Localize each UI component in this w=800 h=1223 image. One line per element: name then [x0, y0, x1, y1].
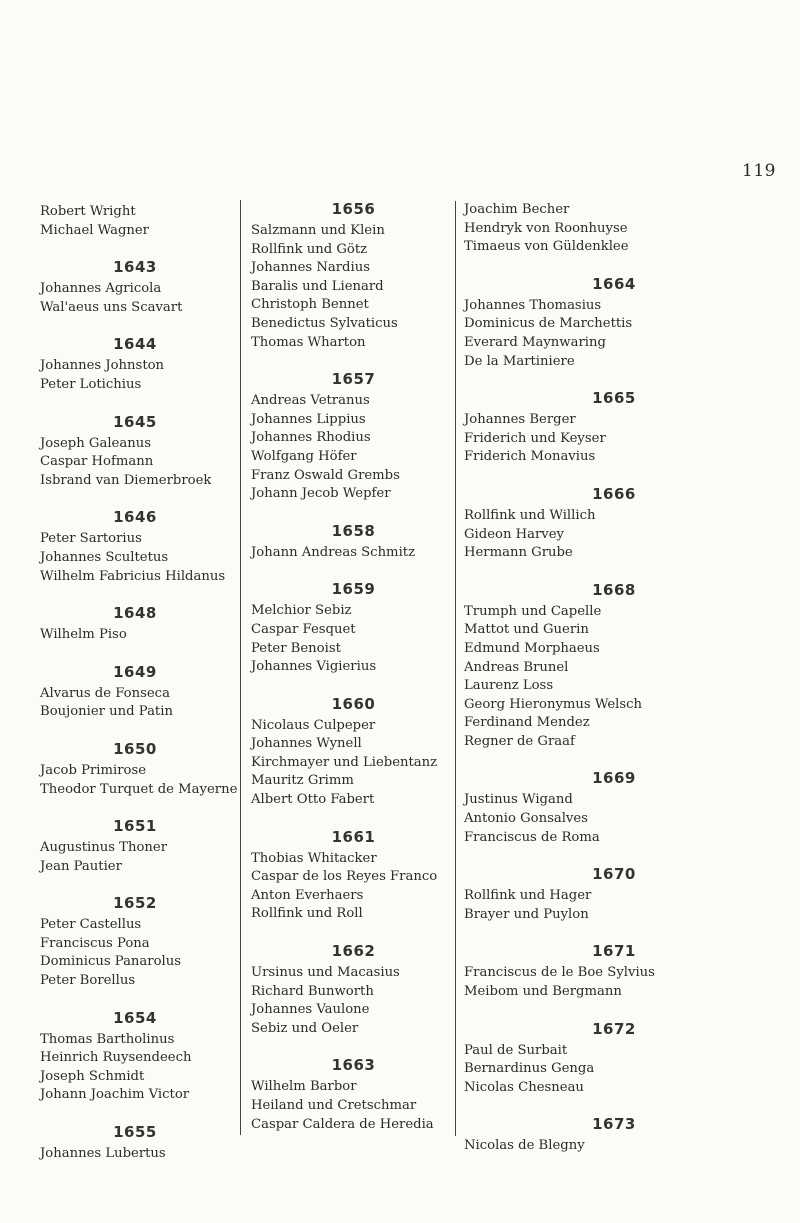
group-spacer [464, 563, 764, 581]
author-name: Timaeus von Güldenklee [464, 239, 629, 255]
year-heading: 1666 [592, 484, 636, 503]
group-spacer [40, 240, 230, 258]
year-heading: 1643 [113, 258, 157, 277]
author-name: Johann Andreas Schmitz [251, 544, 416, 560]
year-group [40, 817, 230, 876]
author-name: Friderich und Keyser [464, 430, 606, 446]
year-group [251, 580, 456, 676]
group-spacer [464, 847, 764, 865]
year-heading: 1669 [592, 769, 636, 788]
author-name: Dominicus de Marchettis [464, 316, 633, 332]
author-name: Caspar de los Reyes Franco [251, 869, 438, 885]
year-heading: 1655 [113, 1123, 157, 1142]
author-name: Meibom und Bergmann [464, 984, 622, 1000]
author-name: Gideon Harvey [464, 526, 564, 542]
author-name: Johann Jecob Wepfer [251, 486, 391, 502]
author-name: Nicolas de Blegny [464, 1138, 585, 1154]
group-spacer [464, 467, 764, 485]
column-3 [455, 201, 764, 1154]
year-group [40, 258, 230, 317]
year-heading: 1651 [113, 817, 157, 836]
author-name: Thobias Whitacker [251, 850, 377, 866]
group-spacer [464, 751, 764, 769]
author-name: Dominicus Panarolus [40, 954, 182, 970]
author-name: Everard Maynwaring [464, 334, 606, 350]
author-name: Johannes Nardius [251, 260, 370, 276]
year-group [251, 695, 456, 810]
year-group [40, 604, 230, 645]
author-name: Johannes Johnston [40, 358, 165, 374]
group-spacer [40, 317, 230, 335]
year-group [251, 1056, 456, 1134]
author-name: Joseph Schmidt [40, 1068, 145, 1084]
year-group [251, 522, 456, 563]
year-heading: 1662 [331, 942, 376, 961]
author-name: Wilhelm Barbor [251, 1079, 357, 1095]
author-name: Rollfink und Götz [251, 241, 368, 257]
author-name: Heinrich Ruysendeech [40, 1050, 192, 1066]
author-name: Joachim Becher [464, 202, 570, 217]
year-group [40, 1009, 230, 1105]
author-name: Peter Benoist [251, 640, 341, 656]
author-name: Rollfink und Hager [464, 888, 592, 904]
year-group [251, 370, 456, 504]
author-name: Johannes Scultetus [40, 549, 169, 565]
group-spacer [40, 395, 230, 413]
author-name: Ferdinand Mendez [464, 715, 590, 731]
group-spacer [40, 645, 230, 663]
year-heading: 1658 [331, 521, 376, 540]
author-name: Andreas Brunel [464, 659, 569, 675]
year-group [40, 894, 230, 990]
author-name: Justinus Wigand [464, 792, 573, 808]
year-group [40, 413, 230, 491]
author-name: Christoph Bennet [251, 297, 369, 313]
author-name: Franciscus de le Boe Sylvius [464, 965, 655, 981]
author-name: Trumph und Capelle [464, 603, 602, 619]
author-name: Ursinus und Macasius [251, 965, 400, 981]
author-name: Sebiz und Oeler [251, 1020, 359, 1036]
year-heading: 1648 [113, 604, 157, 623]
author-name: Bernardinus Genga [464, 1061, 595, 1077]
year-heading: 1663 [331, 1056, 376, 1075]
group-spacer [251, 504, 456, 522]
year-group [40, 739, 238, 799]
author-name: Johannes Berger [464, 412, 576, 428]
author-name: Baralis und Lienard [251, 278, 384, 294]
author-name: Augustinus Thoner [40, 840, 168, 856]
year-heading: 1654 [113, 1008, 157, 1027]
author-name: Melchior Sebiz [251, 603, 352, 619]
group-spacer [40, 722, 230, 740]
author-name: Hendryk von Roonhuyse [464, 220, 628, 236]
year-group [464, 275, 764, 371]
year-group [464, 201, 764, 257]
author-name: Johannes Lippius [251, 411, 366, 427]
year-heading: 1656 [331, 200, 376, 218]
group-spacer [40, 991, 230, 1009]
group-spacer [40, 1105, 230, 1123]
group-spacer [464, 924, 764, 942]
author-name: Antonio Gonsalves [464, 811, 588, 827]
author-name: Andreas Vetranus [251, 393, 370, 409]
author-name: Joseph Galeanus [40, 435, 151, 451]
author-name: Richard Bunworth [251, 983, 374, 999]
author-name: Wilhelm Fabricius Hildanus [40, 568, 226, 584]
author-name: Albert Otto Fabert [251, 792, 375, 808]
year-group [40, 1123, 230, 1164]
group-spacer [251, 677, 456, 695]
group-spacer [251, 810, 456, 828]
group-spacer [40, 799, 230, 817]
author-name: Johannes Lubertus [40, 1146, 166, 1162]
author-name: Rollfink und Roll [251, 906, 363, 922]
author-name: Johann Joachim Victor [40, 1087, 190, 1103]
year-group [464, 389, 764, 467]
author-name: Edmund Morphaeus [464, 640, 600, 656]
year-group [40, 663, 230, 722]
year-group [251, 200, 456, 352]
year-heading: 1646 [113, 508, 157, 527]
year-group [40, 203, 230, 240]
year-heading: 1650 [113, 739, 157, 758]
year-group [464, 485, 764, 563]
year-group [464, 581, 764, 752]
year-heading: 1665 [592, 389, 636, 408]
author-name: Nicolaus Culpeper [251, 717, 376, 733]
year-heading: 1660 [331, 694, 376, 713]
author-name: Benedictus Sylvaticus [251, 315, 398, 331]
author-name: Theodor Turquet de Mayerne [40, 781, 238, 797]
author-name: Paul de Surbait [464, 1042, 568, 1058]
year-group [40, 335, 230, 394]
year-heading: 1672 [592, 1019, 636, 1038]
author-name: Friderich Monavius [464, 449, 596, 465]
author-name: De la Martiniere [464, 353, 575, 369]
author-name: Robert Wright [40, 204, 136, 219]
author-name: Regner de Graaf [464, 733, 575, 749]
author-name: Brayer und Puylon [464, 906, 589, 922]
group-spacer [464, 1002, 764, 1020]
year-heading: 1661 [331, 827, 376, 846]
author-name: Anton Everhaers [251, 887, 364, 903]
group-spacer [251, 352, 456, 370]
year-heading: 1644 [113, 335, 157, 354]
year-heading: 1652 [113, 894, 157, 913]
page-number: 119 [742, 161, 776, 181]
author-name: Franz Oswald Grembs [251, 467, 400, 483]
year-group [40, 508, 230, 586]
author-name: Johannes Rhodius [251, 430, 371, 446]
year-heading: 1673 [592, 1115, 636, 1134]
author-name: Johannes Thomasius [464, 297, 602, 313]
author-name: Franciscus Pona [40, 935, 150, 951]
year-heading: 1645 [113, 412, 157, 431]
author-name: Mauritz Grimm [251, 773, 354, 789]
author-name: Peter Borellus [40, 973, 136, 989]
group-spacer [40, 586, 230, 604]
author-name: Peter Lotichius [40, 376, 142, 392]
author-name: Johannes Wynell [251, 736, 362, 752]
group-spacer [251, 562, 456, 580]
year-group [464, 865, 764, 924]
author-name: Rollfink und Willich [464, 507, 596, 523]
year-group [251, 942, 456, 1038]
author-name: Wal'aeus uns Scavart [40, 299, 183, 315]
year-heading: 1649 [113, 662, 157, 681]
author-name: Caspar Caldera de Heredia [251, 1116, 434, 1132]
year-heading: 1657 [331, 370, 376, 389]
author-name: Peter Castellus [40, 917, 142, 933]
author-name: Caspar Hofmann [40, 454, 154, 470]
group-spacer [251, 924, 456, 942]
author-name: Isbrand van Diemerbroek [40, 472, 212, 488]
year-group [464, 942, 764, 1001]
year-heading: 1670 [592, 865, 636, 884]
author-name: Peter Sartorius [40, 531, 142, 547]
author-name: Salzmann und Klein [251, 223, 385, 238]
author-name: Heiland und Cretschmar [251, 1098, 417, 1113]
author-name: Michael Wagner [40, 222, 149, 238]
column-1 [40, 203, 238, 1164]
author-name: Nicolas Chesneau [464, 1079, 584, 1095]
author-name: Thomas Wharton [251, 334, 366, 350]
year-heading: 1659 [331, 580, 376, 599]
author-name: Mattot und Guerin [464, 622, 589, 638]
group-spacer [464, 371, 764, 389]
author-name: Kirchmayer und Liebentanz [251, 754, 438, 770]
author-name: Alvarus de Fonseca [40, 685, 170, 701]
author-name: Thomas Bartholinus [40, 1031, 175, 1047]
year-heading: 1664 [592, 274, 636, 293]
author-name: Boujonier und Patin [40, 704, 173, 720]
author-name: Jacob Primirose [40, 762, 147, 778]
author-name: Laurenz Loss [464, 678, 554, 694]
author-name: Wolfgang Höfer [251, 448, 357, 464]
year-heading: 1668 [592, 580, 636, 599]
author-name: Johannes Agricola [40, 281, 162, 297]
year-group [464, 1020, 764, 1098]
author-name: Georg Hieronymus Welsch [464, 696, 643, 712]
year-group [464, 769, 764, 847]
year-heading: 1671 [592, 942, 636, 961]
year-group [464, 1115, 764, 1156]
author-name: Johannes Vigierius [251, 659, 377, 675]
author-name: Franciscus de Roma [464, 829, 600, 845]
group-spacer [464, 257, 764, 275]
year-group [251, 828, 456, 924]
author-name: Jean Pautier [40, 858, 122, 874]
group-spacer [251, 1038, 456, 1056]
group-spacer [40, 490, 230, 508]
author-name: Hermann Grube [464, 545, 573, 561]
column-2 [240, 200, 456, 1135]
group-spacer [40, 876, 230, 894]
author-name: Caspar Fesquet [251, 621, 356, 637]
group-spacer [464, 1097, 764, 1115]
author-name: Johannes Vaulone [251, 1002, 370, 1018]
author-name: Wilhelm Piso [40, 627, 127, 643]
